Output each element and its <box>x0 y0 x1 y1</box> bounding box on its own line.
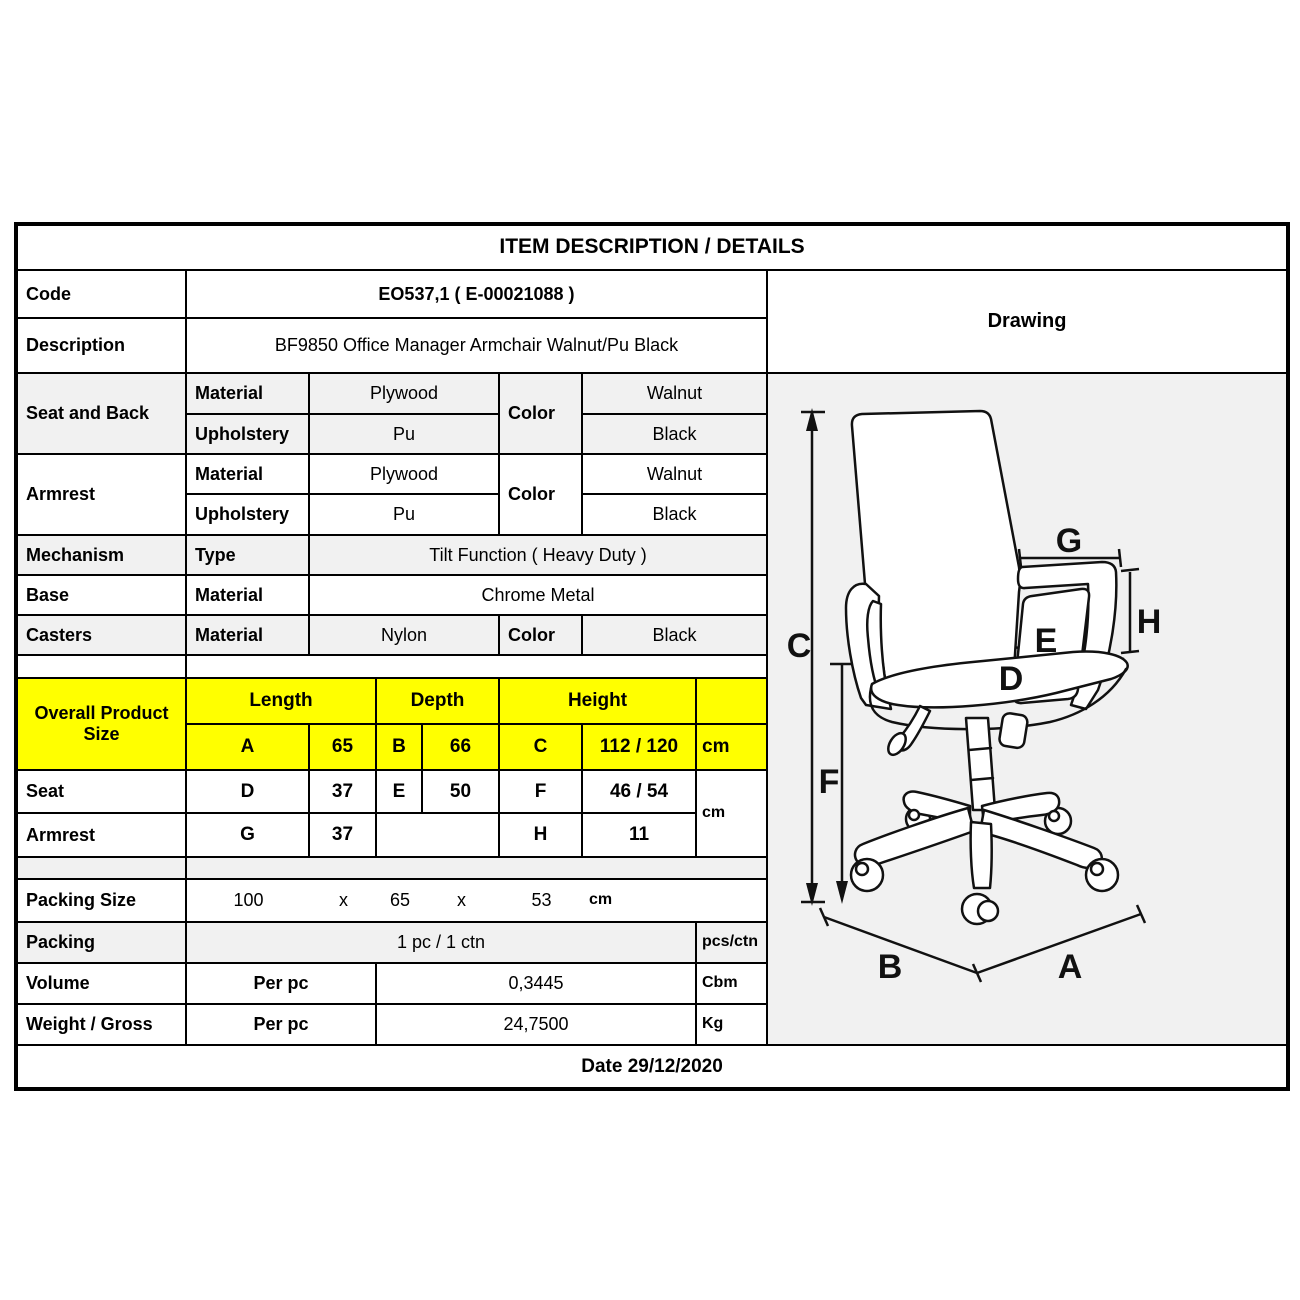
overall-size-c-value: 112 / 120 <box>582 724 696 770</box>
overall-size-a-key: A <box>186 724 309 770</box>
chair-line-art <box>846 411 1128 924</box>
packing-size-sep1: x <box>339 890 348 911</box>
armrest-section-label: Armrest <box>16 454 186 535</box>
seat-size-e-value: 50 <box>422 770 499 813</box>
packing-value: 1 pc / 1 ctn <box>186 922 696 963</box>
code-label: Code <box>16 270 186 318</box>
overall-size-b-value: 66 <box>422 724 499 770</box>
description-value: BF9850 Office Manager Armchair Walnut/Pu Black <box>186 318 767 373</box>
seatback-upholstery-value: Pu <box>309 414 499 454</box>
base-leg-front <box>971 822 992 888</box>
seat-size-f-value: 46 / 54 <box>582 770 696 813</box>
packing-label: Packing <box>16 922 186 963</box>
seat-armrest-unit: cm <box>696 770 767 857</box>
dim-label-d: D <box>998 660 1024 698</box>
armrest-upholstery-color: Black <box>582 494 767 535</box>
armrest-color-label: Color <box>499 454 582 535</box>
drawing-area <box>767 373 1288 1045</box>
armrest-upholstery-value: Pu <box>309 494 499 535</box>
armrest-material-label: Material <box>186 454 309 494</box>
dim-label-b: B <box>877 948 903 986</box>
dim-label-c: C <box>786 627 812 665</box>
code-value: EO537,1 ( E-00021088 ) <box>186 270 767 318</box>
chair-adjust-handle <box>998 712 1028 749</box>
overall-size-depth-header: Depth <box>376 678 499 724</box>
dim-label-h: H <box>1136 603 1162 641</box>
base-material-label: Material <box>186 575 309 615</box>
casters-color-label: Color <box>499 615 582 655</box>
dim-label-a: A <box>1057 948 1083 986</box>
weight-label: Weight / Gross <box>16 1004 186 1045</box>
armrest-size-label: Armrest <box>16 813 186 857</box>
weight-unit: Kg <box>696 1004 767 1045</box>
dim-label-e: E <box>1034 622 1058 660</box>
seatback-section-label: Seat and Back <box>16 373 186 454</box>
volume-label: Volume <box>16 963 186 1004</box>
casters-material-label: Material <box>186 615 309 655</box>
armrest-material-color: Walnut <box>582 454 767 494</box>
overall-size-label: Overall Product Size <box>16 678 186 770</box>
date-row: Date 29/12/2020 <box>16 1045 1288 1089</box>
packing-size-dim2: 65 <box>389 890 411 911</box>
armrest-size-h-key: H <box>499 813 582 857</box>
sheet-title: ITEM DESCRIPTION / DETAILS <box>16 224 1288 270</box>
seatback-material-label: Material <box>186 373 309 414</box>
overall-size-b-key: B <box>376 724 422 770</box>
spacer-cell <box>16 857 186 879</box>
seatback-upholstery-color: Black <box>582 414 767 454</box>
packing-size-sep2: x <box>457 890 466 911</box>
seat-size-f-key: F <box>499 770 582 813</box>
packing-unit: pcs/ctn <box>696 922 767 963</box>
dim-label-f: F <box>818 763 840 801</box>
armrest-material-value: Plywood <box>309 454 499 494</box>
seatback-upholstery-label: Upholstery <box>186 414 309 454</box>
overall-size-unit-spacer <box>696 678 767 724</box>
seatback-color-label: Color <box>499 373 582 454</box>
chair-lever-knob <box>885 730 910 758</box>
mechanism-type-value: Tilt Function ( Heavy Duty ) <box>309 535 767 575</box>
armrest-size-g-key: G <box>186 813 309 857</box>
dim-label-g: G <box>1055 522 1083 560</box>
spacer-cell <box>186 655 767 678</box>
mechanism-type-label: Type <box>186 535 309 575</box>
spacer-cell <box>186 857 767 879</box>
casters-material-value: Nylon <box>309 615 499 655</box>
packing-size-label: Packing Size <box>16 879 186 922</box>
seatback-material-color: Walnut <box>582 373 767 414</box>
base-label: Base <box>16 575 186 615</box>
packing-size-dim1: 100 <box>233 890 264 911</box>
mechanism-label: Mechanism <box>16 535 186 575</box>
base-leg-right <box>980 810 1102 868</box>
seat-size-e-key: E <box>376 770 422 813</box>
item-spec-table <box>14 222 1290 1091</box>
drawing-header: Drawing <box>767 270 1288 373</box>
armrest-size-h-value: 11 <box>582 813 696 857</box>
description-label: Description <box>16 318 186 373</box>
base-material-value: Chrome Metal <box>309 575 767 615</box>
seat-size-d-key: D <box>186 770 309 813</box>
volume-unit: Cbm <box>696 963 767 1004</box>
packing-size-dim3: 53 <box>531 890 552 911</box>
weight-value: 24,7500 <box>376 1004 696 1045</box>
volume-value: 0,3445 <box>376 963 696 1004</box>
packing-size-unit: cm <box>589 891 613 909</box>
seat-size-d-value: 37 <box>309 770 376 813</box>
overall-size-length-header: Length <box>186 678 376 724</box>
weight-basis: Per pc <box>186 1004 376 1045</box>
casters-label: Casters <box>16 615 186 655</box>
chair-technical-drawing <box>768 374 1285 1042</box>
volume-basis: Per pc <box>186 963 376 1004</box>
armrest-size-blank <box>376 813 499 857</box>
seat-size-label: Seat <box>16 770 186 813</box>
overall-size-a-value: 65 <box>309 724 376 770</box>
casters-color-value: Black <box>582 615 767 655</box>
overall-size-height-header: Height <box>499 678 696 724</box>
spacer-cell <box>16 655 186 678</box>
seatback-material-value: Plywood <box>309 373 499 414</box>
armrest-upholstery-label: Upholstery <box>186 494 309 535</box>
armrest-size-g-value: 37 <box>309 813 376 857</box>
chair-gas-lift <box>966 718 995 810</box>
overall-size-c-key: C <box>499 724 582 770</box>
packing-size-values <box>186 879 767 922</box>
overall-size-unit: cm <box>696 724 767 770</box>
